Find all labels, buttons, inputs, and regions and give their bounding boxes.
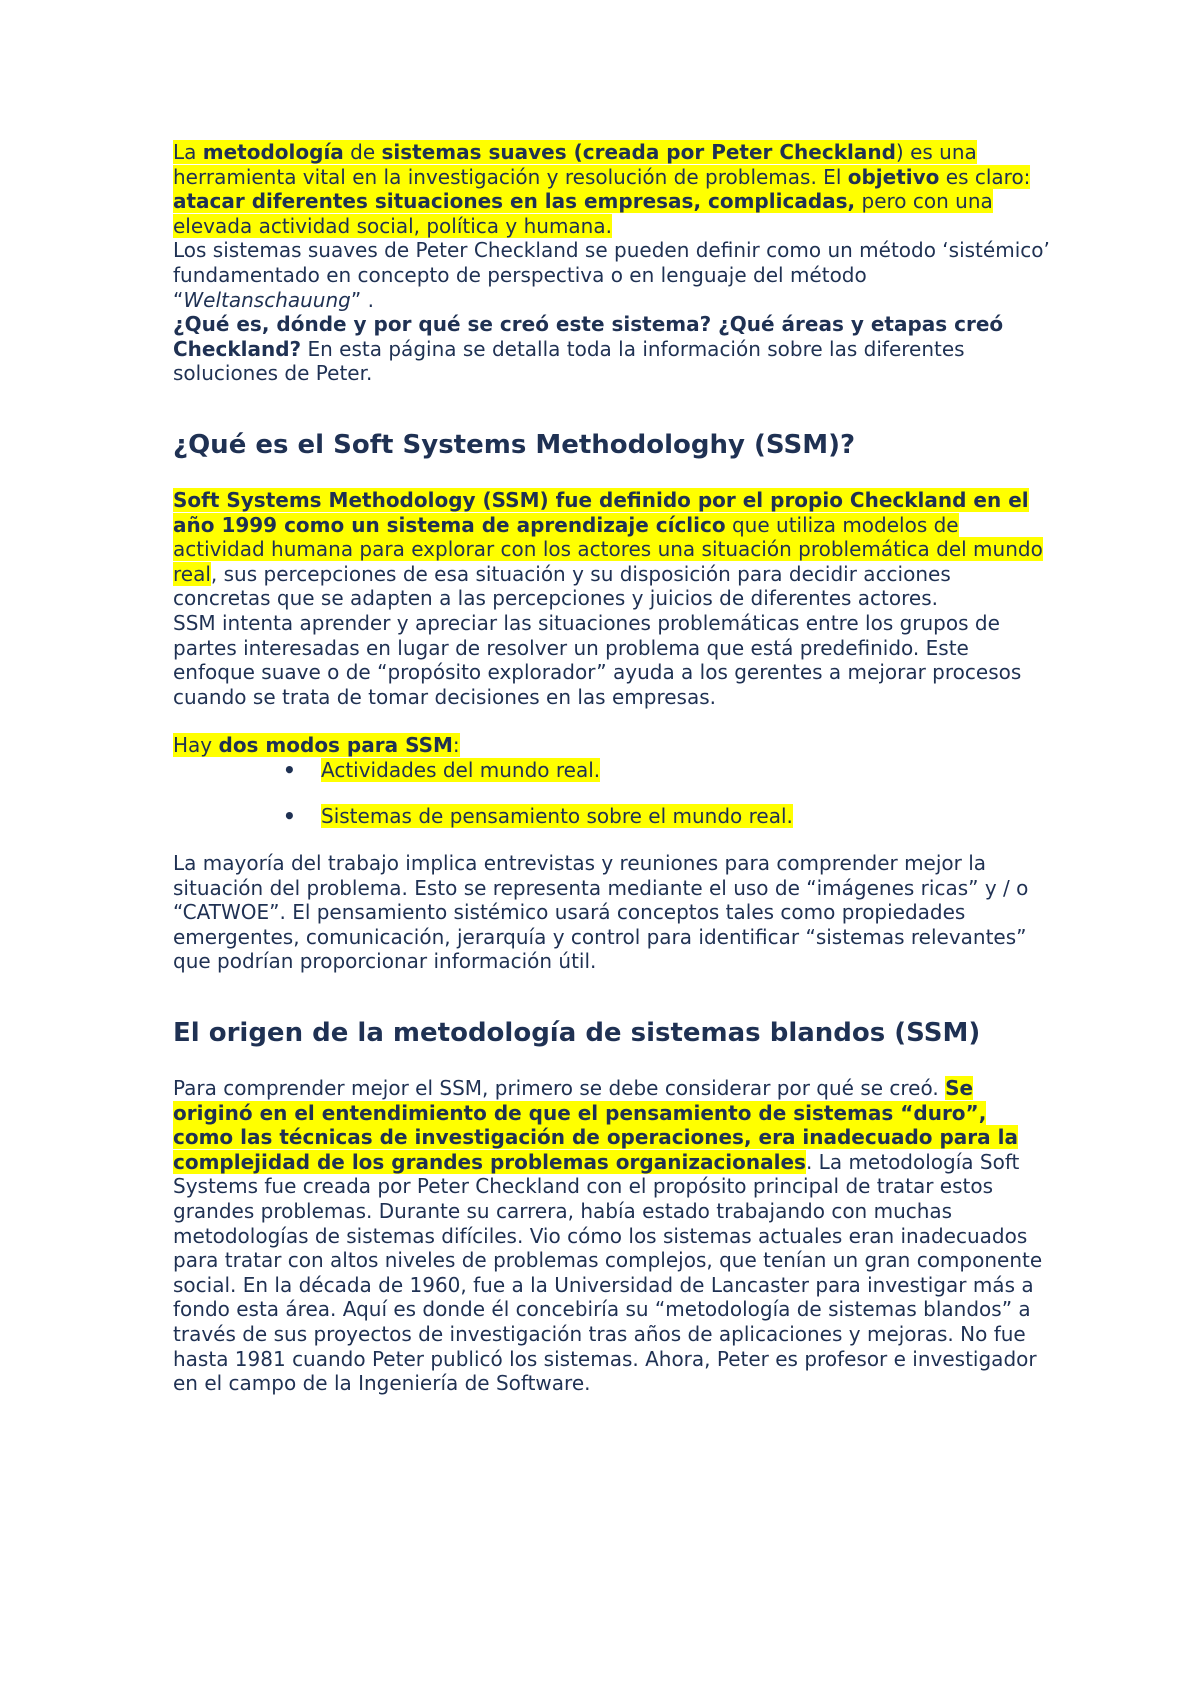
bold-questions: ¿Qué es, dónde y por qué se creó este sistema? ¿Qué áreas y etapas creó Checkland? (173, 312, 1004, 361)
highlighted-text: pero con una elevada actividad social, política y humana. (173, 189, 993, 238)
modes-intro (173, 733, 1053, 758)
modes-list (173, 758, 1053, 829)
body-text: . La metodología Soft Systems fue creada por Peter Checkland con el propósito principal de tratar estos grandes problemas. Durante su carrera, había estado trabajando con muchas metodologías de sistemas difíciles. Vio cómo los sistemas actuales eran inadecuados para tratar con altos niveles de problemas complejos, que tenían un gran componente social. En la década de 1960, fue a la Universidad de Lancaster para investigar más a fondo esta área. Aquí es donde él concebiría su “metodología de sistemas blandos” a través de sus proyectos de investigación tras años de aplicaciones y mejoras. No fue hasta 1981 cuando Peter publicó los sistemas. Ahora, Peter es profesor e investigador en el campo de la Ingeniería de Software. (173, 1149, 1043, 1396)
bold-highlighted-text: Se originó en el entendimiento de que el pensamiento de sistemas “duro”, como las técnicas de investigación de operaciones, era inadecuado para la complejidad de los grandes problemas organizacionales (173, 1076, 1018, 1174)
list-item (283, 804, 1053, 829)
section-heading-origin: El origen de la metodología de sistemas blandos (SSM) (173, 1018, 981, 1049)
questions-paragraph (173, 312, 1053, 386)
body-text: En esta página se detalla toda la información sobre las diferentes soluciones de Peter. (173, 336, 965, 386)
highlighted-text: ) es una herramienta vital en la investigación y resolución de problemas. El (173, 140, 977, 189)
list-item-text: Sistemas de pensamiento sobre el mundo real. (321, 804, 793, 829)
bullet-icon: • (283, 804, 296, 829)
intro-paragraph (173, 140, 1053, 238)
bold-highlighted-text: objetivo (847, 164, 940, 189)
bold-highlighted-text: atacar diferentes situaciones en las empresas, complicadas, (173, 189, 856, 214)
bold-highlighted-text: Soft Systems Methodology (SSM) fue definido por el propio Checkland en el año 1999 como un sistema de aprendizaje cíclico (173, 487, 1029, 537)
bold-highlighted-text: metodología (202, 140, 344, 164)
highlighted-text: Hay (173, 733, 219, 758)
body-text: Para comprender mejor el SSM, primero se debe considerar por qué se creó. (173, 1076, 946, 1101)
list-item (283, 758, 1053, 783)
document-page (173, 140, 1053, 1396)
ssm-definition-paragraph (173, 488, 1053, 611)
bold-highlighted-text: dos modos para SSM (218, 733, 453, 758)
highlighted-text: La (173, 140, 203, 164)
section-heading-ssm: ¿Qué es el Soft Systems Methodologhy (SSM)? (173, 429, 856, 460)
body-text: ” . (350, 287, 374, 312)
body-text: Los sistemas suaves de Peter Checkland se pueden definir como un método ‘sistémico’ fundamentado en concepto de perspectiva o en lenguaje del método “ (173, 238, 1050, 312)
definition-paragraph (173, 238, 1053, 312)
bold-highlighted-text: sistemas suaves (creada por Peter Checkland (381, 140, 896, 164)
italic-term: Weltanschauung (183, 287, 351, 312)
highlighted-text: que utiliza modelos de actividad humana para explorar con los actores una situación problemática del mundo real (173, 512, 1043, 586)
highlighted-text: de (343, 140, 382, 164)
highlighted-text: es claro: (939, 164, 1031, 189)
bullet-icon: • (283, 757, 296, 782)
body-text: , sus percepciones de esa situación y su disposición para decidir acciones concretas que se adapten a las percepciones y juicios de diferentes actores. (173, 561, 951, 611)
methods-paragraph: La mayoría del trabajo implica entrevistas y reuniones para comprender mejor la situación del problema. Esto se representa mediante el uso de “imágenes ricas” y / o “CATWOE”. El pensamiento sistémico usará conceptos tales como propiedades emergentes, comunicación, jerarquía y control para identificar “sistemas relevantes” que podrían proporcionar información útil. (173, 851, 1029, 974)
list-item-text: Actividades del mundo real. (321, 757, 601, 782)
origin-paragraph (173, 1076, 1053, 1396)
highlighted-text: : (452, 733, 460, 758)
ssm-purpose-paragraph: SSM intenta aprender y apreciar las situaciones problemáticas entre los grupos de partes interesadas en lugar de resolver un problema que está predefinido. Este enfoque suave o de “propósito explorador” ayuda a los gerentes a mejorar procesos cuando se trata de tomar decisiones en las empresas. (173, 610, 1022, 709)
